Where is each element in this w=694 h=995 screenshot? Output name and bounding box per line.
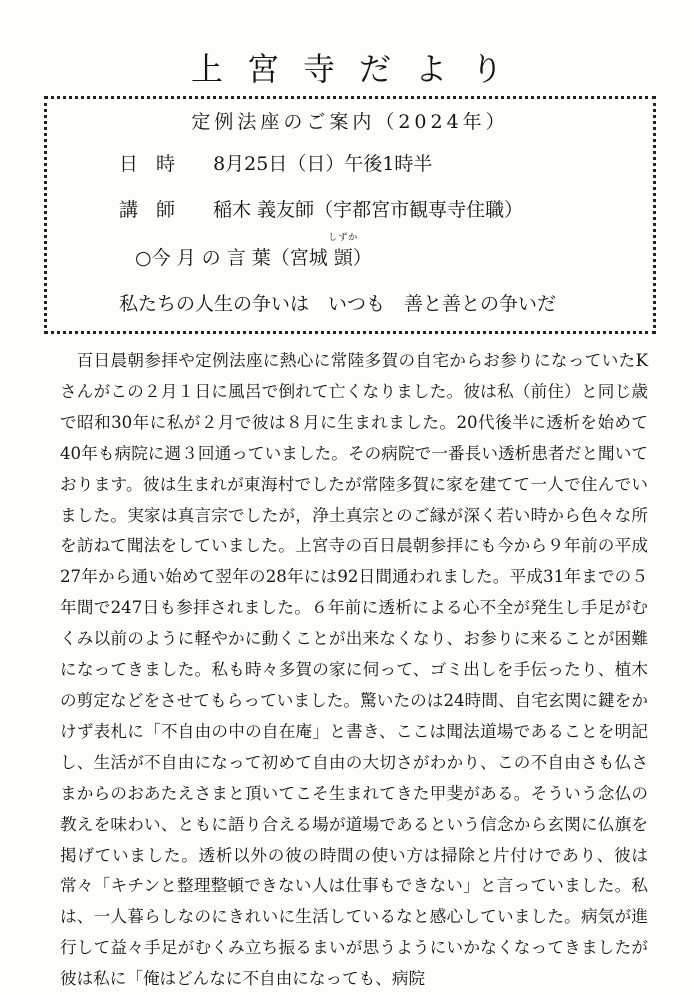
date-row [119,149,432,176]
article-body [60,346,648,995]
date-value: 8月25日（日）午後1時半 [213,153,433,175]
words-label: ○今 月 の 言 葉 [135,247,271,269]
words-row [135,233,372,270]
date-label: 日時 [119,153,194,175]
words-author-prefix: （宮城 [270,247,334,269]
words-author-name-wrap [328,233,359,270]
lecturer-value: 稲木 義友師（宇都宮市観専寺住職） [213,199,524,221]
quote: 私たちの人生の争いは いつも 善と善との争いだ [119,293,557,315]
words-author-ruby: しずか [328,233,359,243]
lecturer-row [119,195,523,222]
words-author-name: 顗 [333,247,353,269]
notice-heading: 定例法座のご案内（2024年） [191,111,509,133]
article-paragraph: 百日晨朝参拝や定例法座に熱心に常陸多賀の自宅からお参りになっていたKさんがこの２月１日に風呂で倒れて亡くなりました。彼は私（前住）と同じ歳で昭和30年に私が２月で彼は８月に生まれました。20代後半に透析を始めて40年も病院に週３回通っていました。その病院で一番長い透析患者だと聞いております。彼は生まれが東海村でしたが常陸多賀に家を建てて一人で住んでいました。実家は真言宗でしたが，浄土真宗とのご縁が深く若い時から色々な所を訪ねて聞法をしていました。上宮寺の百日晨朝参拝にも今から９年前の平成27年から通い始めて翌年の28年には92日間通われました。平成31年までの５年間で247日も参拝されました。６年前に透析による心不全が発生し手足がむくみ以前のように軽やかに動くことが出来なくなり、お参りに来ることが困難になってきました。私も時々多賀の家に伺って、ゴミ出しを手伝ったり、植木の剪定などをさせてもらっていました。驚いたのは24時間、自宅玄関に鍵をかけず表札に「不自由の中の自在庵」と書き、ここは聞法道場であることを明記し、生活が不自由になって初めて自由の大切さがわかり、この不自由さも仏さまからのおあたえさまと頂いてこそ生まれてきた甲斐がある。そういう念仏の教えを味わい、ともに語り合える場が道場であるという信念から玄関に仏旗を掲げていました。透析以外の彼の時間の使い方は掃除と片付けであり、彼は常々「キチンと整理整頓できない人は仕事もできない」と言っていました。私は、一人暮らしなのにきれいに生活しているなと感心していました。病気が進行して益々手足がむくみ立ち振るまいが思うようにいかなくなってきましたが彼は私に「俺はどんなに不自由になっても、病院 [60,351,648,989]
notice-box [44,96,656,334]
newsletter-title: 上宮寺だより [190,50,527,88]
words-author-suffix: ） [352,247,372,269]
lecturer-label: 講師 [119,199,194,221]
